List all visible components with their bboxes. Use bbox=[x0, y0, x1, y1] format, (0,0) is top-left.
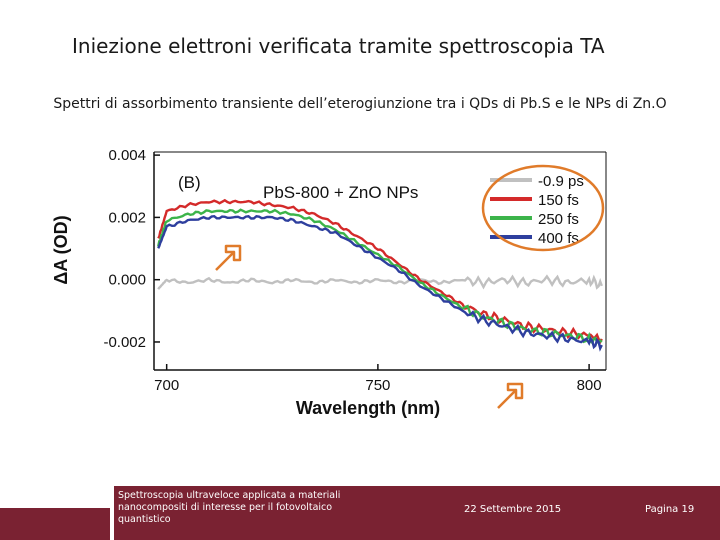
y-axis-label: ΔA (OD) bbox=[51, 215, 71, 285]
series-line bbox=[158, 210, 602, 343]
footer-description: Spettroscopia ultraveloce applicata a materiali nanocompositi di interesse per il fotovoltaico quantistico bbox=[118, 490, 341, 525]
chart-legend bbox=[483, 166, 603, 250]
y-tick-label: 0.004 bbox=[108, 147, 146, 165]
legend-label: 150 fs bbox=[538, 192, 579, 209]
x-axis-label: Wavelength (nm) bbox=[295, 398, 441, 418]
x-tick-label: 700 bbox=[154, 377, 180, 394]
footer-accent-box bbox=[0, 508, 110, 540]
arrow-up-right-icon bbox=[210, 240, 246, 276]
y-tick-label: 0.000 bbox=[108, 271, 146, 289]
panel-label: (B) bbox=[178, 173, 201, 192]
slide-subtitle: Spettri di assorbimento transiente dell’eterogiunzione tra i QDs di Pb.S e le NPs di Zn.O bbox=[53, 96, 667, 112]
x-tick-label: 750 bbox=[365, 377, 391, 394]
arrow-up-right-icon bbox=[492, 378, 528, 414]
x-tick-label: 800 bbox=[576, 377, 602, 394]
footer-date: 22 Settembre 2015 bbox=[464, 504, 562, 515]
y-tick-label: 0.002 bbox=[108, 209, 146, 227]
footer-page-number: Pagina 19 bbox=[645, 504, 695, 515]
legend-label: -0.9 ps bbox=[538, 173, 584, 190]
legend-label: 400 fs bbox=[538, 230, 579, 247]
chart-title: PbS-800 + ZnO NPs bbox=[263, 183, 419, 202]
ta-spectra-chart bbox=[50, 140, 615, 425]
slide-title: Iniezione elettroni verificata tramite spettroscopia TA bbox=[72, 34, 605, 58]
y-tick-label: -0.002 bbox=[103, 333, 146, 351]
series-line bbox=[158, 276, 602, 289]
legend-label: 250 fs bbox=[538, 211, 579, 228]
